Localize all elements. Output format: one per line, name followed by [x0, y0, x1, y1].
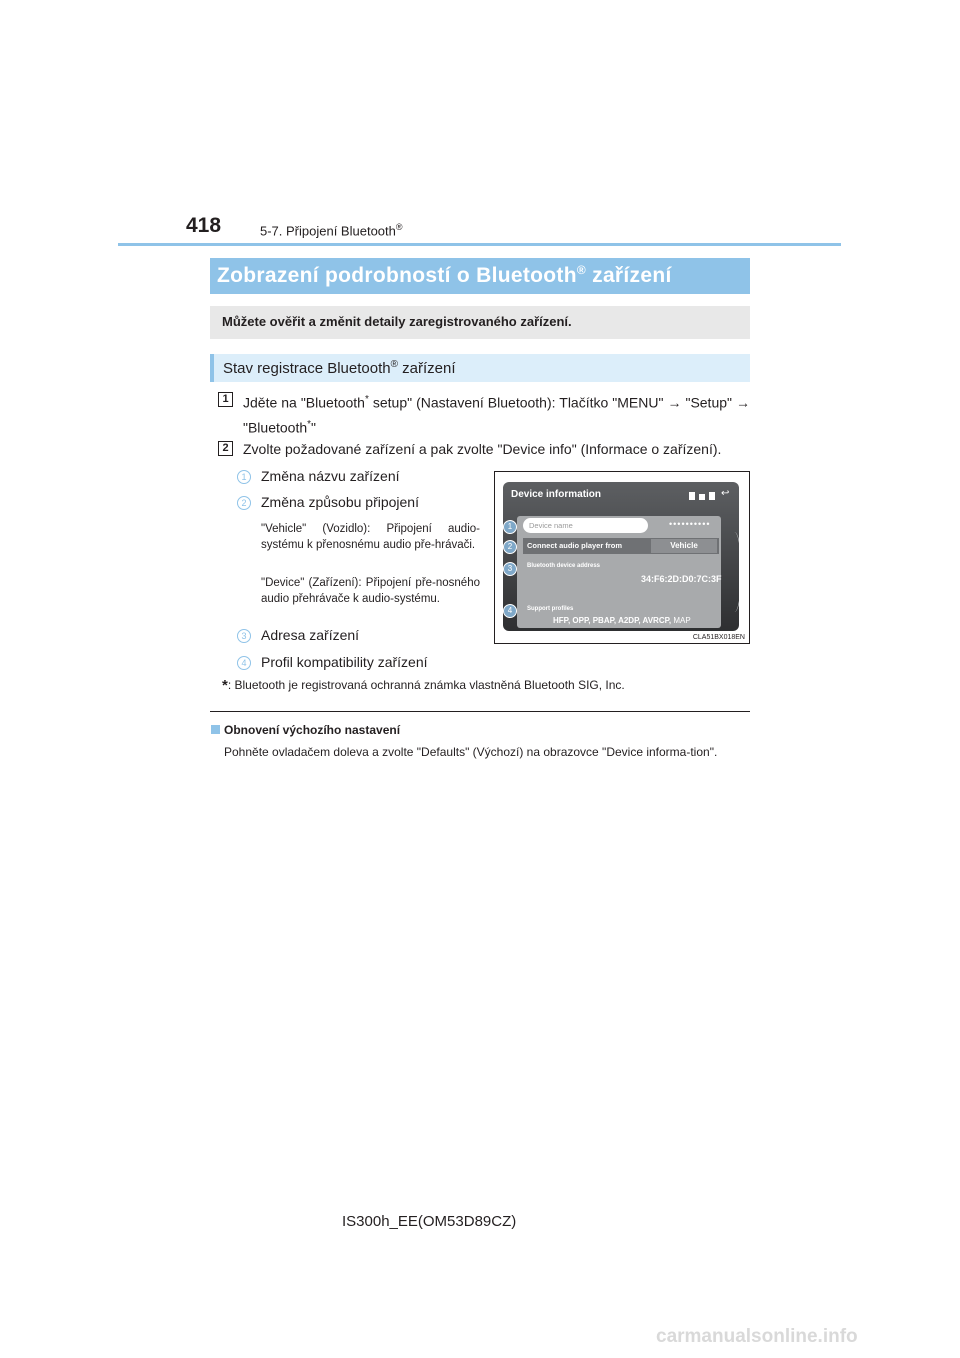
section-divider	[210, 711, 750, 712]
screen-marker-3: 3	[503, 562, 517, 576]
device-info-screen	[503, 482, 739, 631]
screen-marker-4: 4	[503, 604, 517, 618]
item-4-marker: 4	[237, 656, 251, 670]
step-1-text: Jděte na "Bluetooth* setup" (Nastavení Bluetooth): Tlačítko "MENU" → "Setup" → "Bluetooth*"	[243, 394, 750, 436]
reset-title: Obnovení výchozího nastavení	[211, 723, 400, 737]
back-icon[interactable]: ↩	[721, 488, 730, 499]
item-2-marker: 2	[237, 496, 251, 510]
section-title: Zobrazení podrobností o Bluetooth® zařízení	[217, 263, 672, 287]
item-1-label: Změna názvu zařízení	[261, 468, 400, 484]
intro-text: Můžete ověřit a změnit detaily zaregistrovaného zařízení.	[222, 314, 572, 329]
address-value: 34:F6:2D:D0:7C:3F	[641, 574, 722, 584]
device-name-value: ••••••••••	[669, 519, 711, 529]
vehicle-description: "Vehicle" (Vozidlo): Připojení audio-systému k přenosnému audio pře-hrávači.	[261, 523, 480, 551]
battery-icon	[709, 492, 715, 500]
device-name-field[interactable]: Device name	[523, 518, 648, 533]
figure-code: CLA51BX018EN	[692, 634, 745, 641]
step-2-number: 2	[218, 441, 233, 456]
chapter-title: 5-7. Připojení Bluetooth®	[260, 222, 403, 239]
footnote: *: Bluetooth je registrovaná ochranná známka vlastněná Bluetooth SIG, Inc.	[222, 677, 625, 694]
item-3-marker: 3	[237, 629, 251, 643]
device-description: "Device" (Zařízení): Připojení pře-nosného audio přehrávače k audio-systému.	[261, 577, 480, 605]
vehicle-button[interactable]: Vehicle	[651, 539, 717, 553]
device-info-figure	[494, 471, 750, 644]
section-title-bar	[210, 258, 750, 294]
manual-code: IS300h_EE(OM53D89CZ)	[342, 1213, 517, 1230]
watermark: carmanualsonline.info	[656, 1326, 858, 1347]
scroll-arc	[727, 532, 739, 612]
step-2-text: Zvolte požadované zařízení a pak zvolte "Device info" (Informace o zařízení).	[243, 441, 722, 457]
screen-header: Device information	[511, 489, 602, 500]
profiles-label: Support profiles	[527, 606, 574, 612]
step-1-number: 1	[218, 392, 233, 407]
item-3-label: Adresa zařízení	[261, 627, 360, 643]
screen-marker-2: 2	[503, 540, 517, 554]
bullet-square-icon	[211, 725, 220, 734]
intro-box	[210, 306, 750, 339]
subsection-title-bar	[210, 354, 750, 382]
profiles-value: HFP, OPP, PBAP, A2DP, AVRCP, MAP	[553, 616, 691, 625]
header-divider	[118, 243, 841, 246]
subsection-title: Stav registrace Bluetooth® zařízení	[223, 359, 456, 377]
address-label: Bluetooth device address	[527, 563, 601, 569]
item-2-label: Změna způsobu připojení	[261, 494, 419, 510]
connect-label: Connect audio player from	[527, 541, 623, 550]
reset-text: Pohněte ovladačem doleva a zvolte "Defaults" (Výchozí) na obrazovce "Device informa-tion".	[224, 745, 718, 759]
bluetooth-icon	[689, 492, 695, 500]
item-4-label: Profil kompatibility zařízení	[261, 654, 428, 670]
signal-icon	[699, 494, 705, 500]
page-number: 418	[186, 214, 222, 237]
screen-marker-1: 1	[503, 520, 517, 534]
item-1-marker: 1	[237, 470, 251, 484]
